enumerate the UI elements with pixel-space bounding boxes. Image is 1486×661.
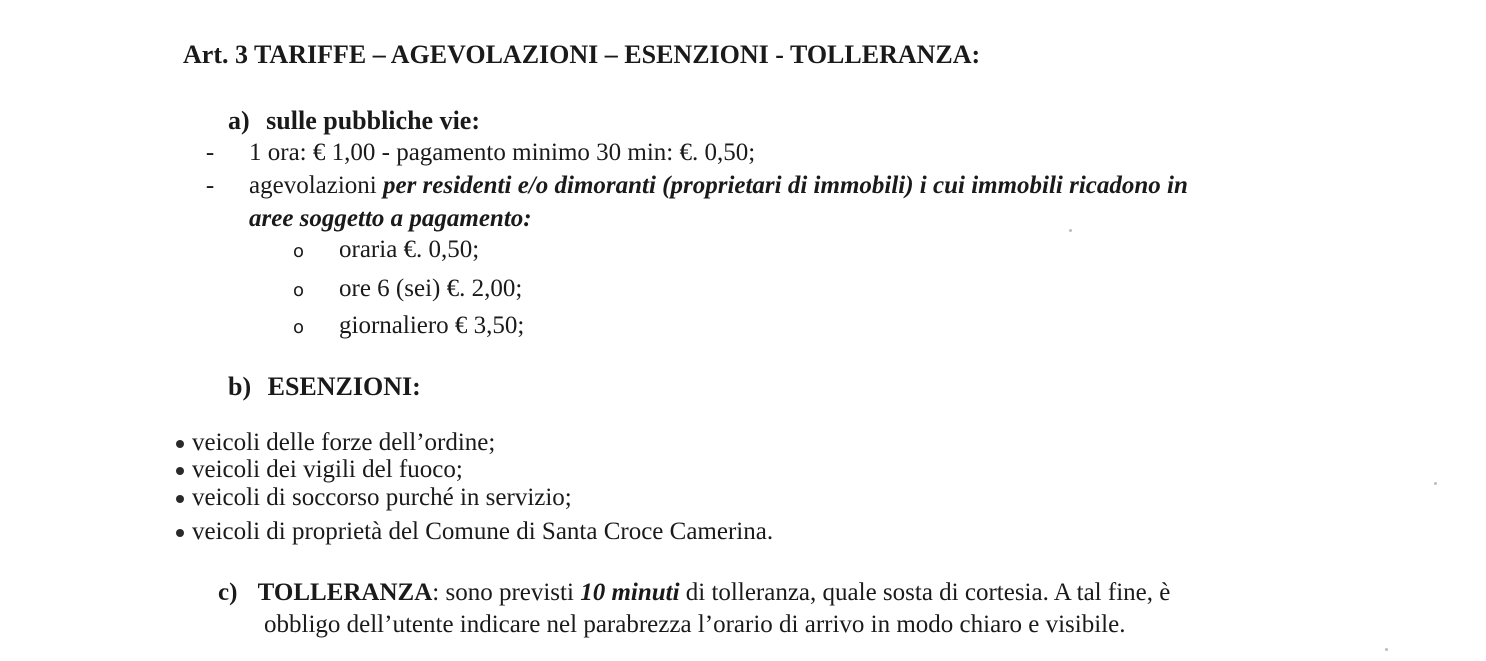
exemption-item: veicoli di proprietà del Comune di Santa Croce Camerina. (192, 518, 774, 545)
dash-bullet: - (205, 172, 215, 199)
agevolazioni-line (249, 171, 1188, 201)
scan-speck (1385, 648, 1388, 651)
circle-bullet-icon: o (293, 241, 305, 262)
bullet-dot-icon (176, 467, 184, 475)
rate-line: 1 ora: € 1,00 - pagamento minimo 30 min: €. 0,50; (249, 139, 756, 166)
article-title: Art. 3 TARIFFE – AGEVOLAZIONI – ESENZIONI - TOLLERANZA: (183, 40, 981, 69)
section-b-heading (228, 372, 421, 402)
exemption-item: veicoli di soccorso purché in servizio; (192, 484, 572, 511)
sub-item: oraria €. 0,50; (339, 236, 480, 263)
section-c-text-cont: di tolleranza, quale sosta di cortesia. A tal fine, è (679, 579, 1171, 606)
section-c-text: : sono previsti (432, 579, 581, 606)
section-c-line2: obbligo dell’utente indicare nel parabrezza l’orario di arrivo in modo chiaro e visibile. (264, 611, 1126, 638)
circle-bullet-icon: o (293, 280, 305, 301)
dash-bullet: - (205, 139, 215, 166)
section-a-heading (228, 106, 480, 136)
scan-speck (1434, 482, 1437, 485)
exemption-item: veicoli delle forze dell’ordine; (192, 429, 496, 456)
section-b-title: ESENZIONI: (267, 372, 421, 401)
sub-item: ore 6 (sei) €. 2,00; (339, 275, 523, 302)
circle-bullet-icon: o (293, 317, 305, 338)
exemption-item: veicoli dei vigili del fuoco; (192, 456, 463, 483)
section-c-title: TOLLERANZA (257, 579, 433, 606)
agevolazioni-emphasis-cont: aree soggetto a pagamento: (249, 205, 532, 232)
section-c-paragraph (218, 578, 1170, 608)
section-c-marker: c) (218, 579, 238, 606)
bullet-dot-icon (176, 495, 184, 503)
bullet-dot-icon (176, 529, 184, 537)
bullet-dot-icon (176, 440, 184, 448)
section-a-title: sulle pubbliche vie: (266, 106, 480, 135)
section-c-emphasis: 10 minuti (580, 579, 680, 606)
agevolazioni-emphasis: per residenti e/o dimoranti (proprietari di immobili) i cui immobili ricadono in (382, 172, 1188, 199)
section-b-marker: b) (228, 372, 252, 401)
sub-item: giornaliero € 3,50; (339, 312, 525, 339)
agevolazioni-prefix: agevolazioni (249, 172, 377, 199)
scan-speck (1069, 229, 1072, 232)
section-a-marker: a) (228, 106, 250, 135)
